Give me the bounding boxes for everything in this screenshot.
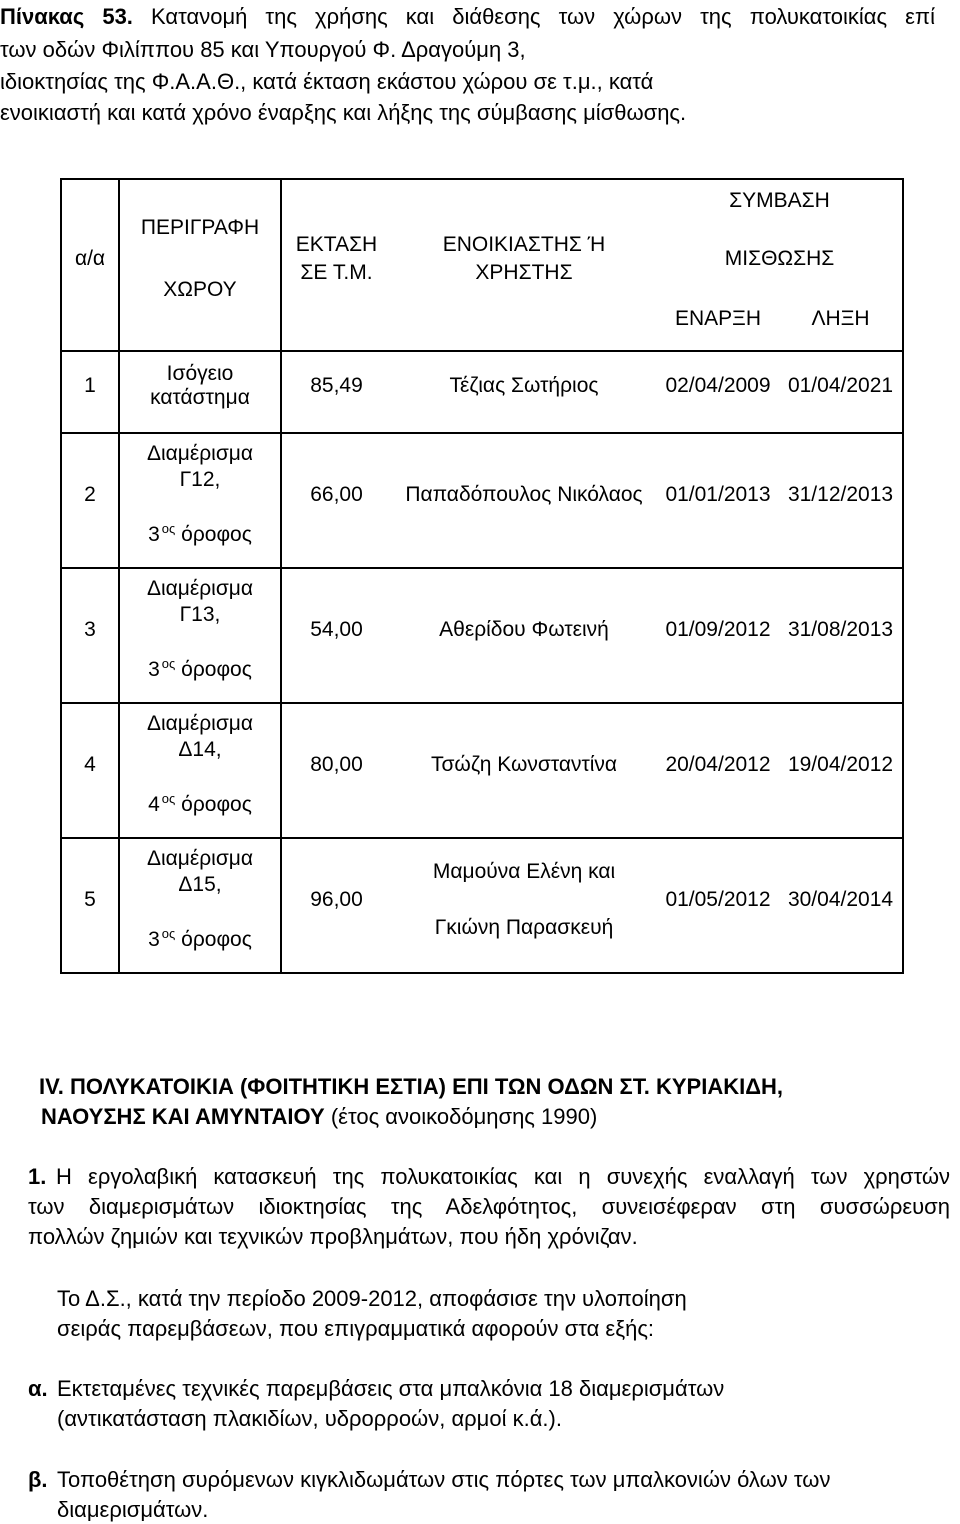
list-item-marker: α.	[28, 1376, 48, 1401]
description-line: κατάστημα	[150, 386, 250, 409]
description-line: Διαμέρισμα	[146, 847, 254, 870]
paragraph-line: Η εργολαβική κατασκευή της πολυκατοικίας και η συνεχής εναλλαγή των χρηστών	[56, 1164, 950, 1189]
header-tenant	[391, 179, 657, 351]
area-sqm: 85,49	[281, 351, 391, 433]
list-item-line: Τοποθέτηση συρόμενων κιγκλιδωμάτων στις πόρτες των μπαλκονιών όλων των	[57, 1467, 831, 1492]
floor-word: όροφος	[181, 928, 252, 951]
table-row	[61, 568, 903, 703]
floor-word: όροφος	[181, 523, 252, 546]
floor-line	[120, 927, 280, 953]
header-aa: α/α	[61, 179, 119, 351]
table-caption-line	[0, 3, 935, 31]
lease-start: 01/09/2012	[657, 568, 779, 703]
header-contract-line: ΜΙΣΘΩΣΗΣ	[724, 247, 835, 270]
floor-word: όροφος	[181, 658, 252, 681]
table-caption-label: Πίνακας 53.	[0, 4, 133, 29]
table-caption-line: των οδών Φιλίππου 85 και Υπουργού Φ. Δραγούμη 3,	[0, 37, 526, 62]
lease-end: 01/04/2021	[779, 351, 903, 433]
tenant	[391, 703, 657, 838]
paragraph-line: των διαμερισμάτων ιδιοκτησίας της Αδελφότητος, συνεισέφεραν στη συσσώρευση	[28, 1194, 950, 1219]
floor-line	[120, 522, 280, 548]
point-marker: 1.	[28, 1164, 47, 1189]
description-line: Διαμέρισμα	[146, 712, 254, 735]
floor-ordinal-suffix: ος	[161, 521, 176, 536]
header-area	[281, 179, 391, 351]
floor-number: 3	[148, 928, 160, 951]
lease-end: 30/04/2014	[779, 838, 903, 973]
row-number: 3	[61, 568, 119, 703]
list-item-line: (αντικατάσταση πλακιδίων, υδρορροών, αρμοί κ.ά.).	[57, 1406, 562, 1431]
floor-line	[120, 657, 280, 683]
floor-number: 4	[148, 793, 160, 816]
table-row	[61, 433, 903, 568]
tenant	[391, 351, 657, 433]
table-caption-line: ιδιοκτησίας της Φ.Α.Α.Θ., κατά έκταση εκάστου χώρου σε τ.μ., κατά	[0, 69, 654, 94]
area-sqm: 54,00	[281, 568, 391, 703]
section-heading: IV. ΠΟΛΥΚΑΤΟΙΚΙΑ (ΦΟΙΤΗΤΙΚΗ ΕΣΤΙΑ) ΕΠΙ ΤΩΝ ΟΔΩΝ ΣΤ. ΚΥΡΙΑΚΙΔΗ,	[39, 1074, 784, 1099]
description-line: Διαμέρισμα	[146, 442, 254, 465]
area-sqm: 66,00	[281, 433, 391, 568]
paragraph-line: πολλών ζημιών και τεχνικών προβλημάτων, που ήδη χρόνιζαν.	[28, 1224, 638, 1249]
description-line: Γ13,	[179, 603, 221, 626]
header-description-line: ΠΕΡΙΓΡΑΦΗ	[140, 216, 260, 239]
lease-end: 31/08/2013	[779, 568, 903, 703]
description-line: Δ15,	[178, 873, 222, 896]
header-tenant-line: ΕΝΟΙΚΙΑΣΤΗΣ Ή	[442, 233, 606, 256]
floor-line	[120, 792, 280, 818]
table-caption-line: ενοικιαστή και κατά χρόνο έναρξης και λήξης της σύμβασης μίσθωσης.	[0, 100, 687, 125]
tenant-name: Τσώζη Κωνσταντίνα	[430, 752, 618, 776]
space-description	[119, 351, 281, 433]
tenant-name: Παπαδόπουλος Νικόλαος	[405, 482, 643, 506]
tenant	[391, 568, 657, 703]
tenant	[391, 838, 657, 973]
header-tenant-line: ΧΡΗΣΤΗΣ	[475, 261, 573, 284]
tenant-name: Μαμούνα Ελένη και	[432, 859, 616, 883]
lease-table	[60, 178, 904, 974]
lease-start: 01/01/2013	[657, 433, 779, 568]
list-item-line: διαμερισμάτων.	[57, 1497, 209, 1522]
space-description	[119, 703, 281, 838]
tenant-name: Γκιώνη Παρασκευή	[434, 915, 614, 939]
lease-start: 02/04/2009	[657, 351, 779, 433]
table-row	[61, 838, 903, 973]
floor-ordinal-suffix: ος	[161, 791, 176, 806]
header-description	[119, 179, 281, 351]
floor-ordinal-suffix: ος	[161, 926, 176, 941]
floor-number: 3	[148, 523, 160, 546]
header-description-line: ΧΩΡΟΥ	[163, 278, 237, 301]
paragraph-line: σειράς παρεμβάσεων, που επιγραμματικά αφορούν στα εξής:	[57, 1316, 655, 1341]
header-end: ΛΗΞΗ	[779, 291, 903, 351]
header-lease-contract	[657, 179, 903, 291]
tenant-name: Τέζιας Σωτήριος	[449, 374, 599, 397]
header-contract-line: ΣΥΜΒΑΣΗ	[729, 189, 830, 212]
tenant-name: Αθερίδου Φωτεινή	[439, 617, 609, 641]
space-description	[119, 838, 281, 973]
description-line: Διαμέρισμα	[146, 577, 254, 600]
tenant	[391, 433, 657, 568]
row-number: 5	[61, 838, 119, 973]
header-area-line: ΕΚΤΑΣΗ	[295, 233, 378, 256]
lease-end: 31/12/2013	[779, 433, 903, 568]
section-heading-continued	[41, 1103, 597, 1131]
description-line: Γ12,	[179, 468, 221, 491]
floor-number: 3	[148, 658, 160, 681]
area-sqm: 96,00	[281, 838, 391, 973]
lease-end: 19/04/2012	[779, 703, 903, 838]
section-heading-year-note: (έτος ανοικοδόμησης 1990)	[330, 1104, 598, 1129]
lease-start: 20/04/2012	[657, 703, 779, 838]
description-line: Δ14,	[178, 738, 222, 761]
row-number: 1	[61, 351, 119, 433]
space-description	[119, 433, 281, 568]
header-area-line: ΣΕ Τ.Μ.	[300, 261, 373, 284]
section-heading-streets: ΝΑΟΥΣΗΣ ΚΑΙ ΑΜΥΝΤΑΙΟΥ	[41, 1104, 325, 1129]
table-row	[61, 703, 903, 838]
table-header-row	[61, 179, 903, 291]
list-item-marker: β.	[28, 1467, 48, 1492]
area-sqm: 80,00	[281, 703, 391, 838]
lease-start: 01/05/2012	[657, 838, 779, 973]
floor-word: όροφος	[181, 793, 252, 816]
list-item-line: Εκτεταμένες τεχνικές παρεμβάσεις στα μπαλκόνια 18 διαμερισμάτων	[57, 1376, 725, 1401]
header-start: ΕΝΑΡΞΗ	[657, 291, 779, 351]
description-line: Ισόγειο	[166, 362, 234, 385]
table-caption-text: Κατανομή της χρήσης και διάθεσης των χώρων της πολυκατοικίας επί	[151, 4, 935, 29]
table-row	[61, 351, 903, 433]
paragraph-line: Το Δ.Σ., κατά την περίοδο 2009-2012, αποφάσισε την υλοποίηση	[57, 1286, 687, 1311]
row-number: 4	[61, 703, 119, 838]
floor-ordinal-suffix: ος	[161, 656, 176, 671]
space-description	[119, 568, 281, 703]
row-number: 2	[61, 433, 119, 568]
